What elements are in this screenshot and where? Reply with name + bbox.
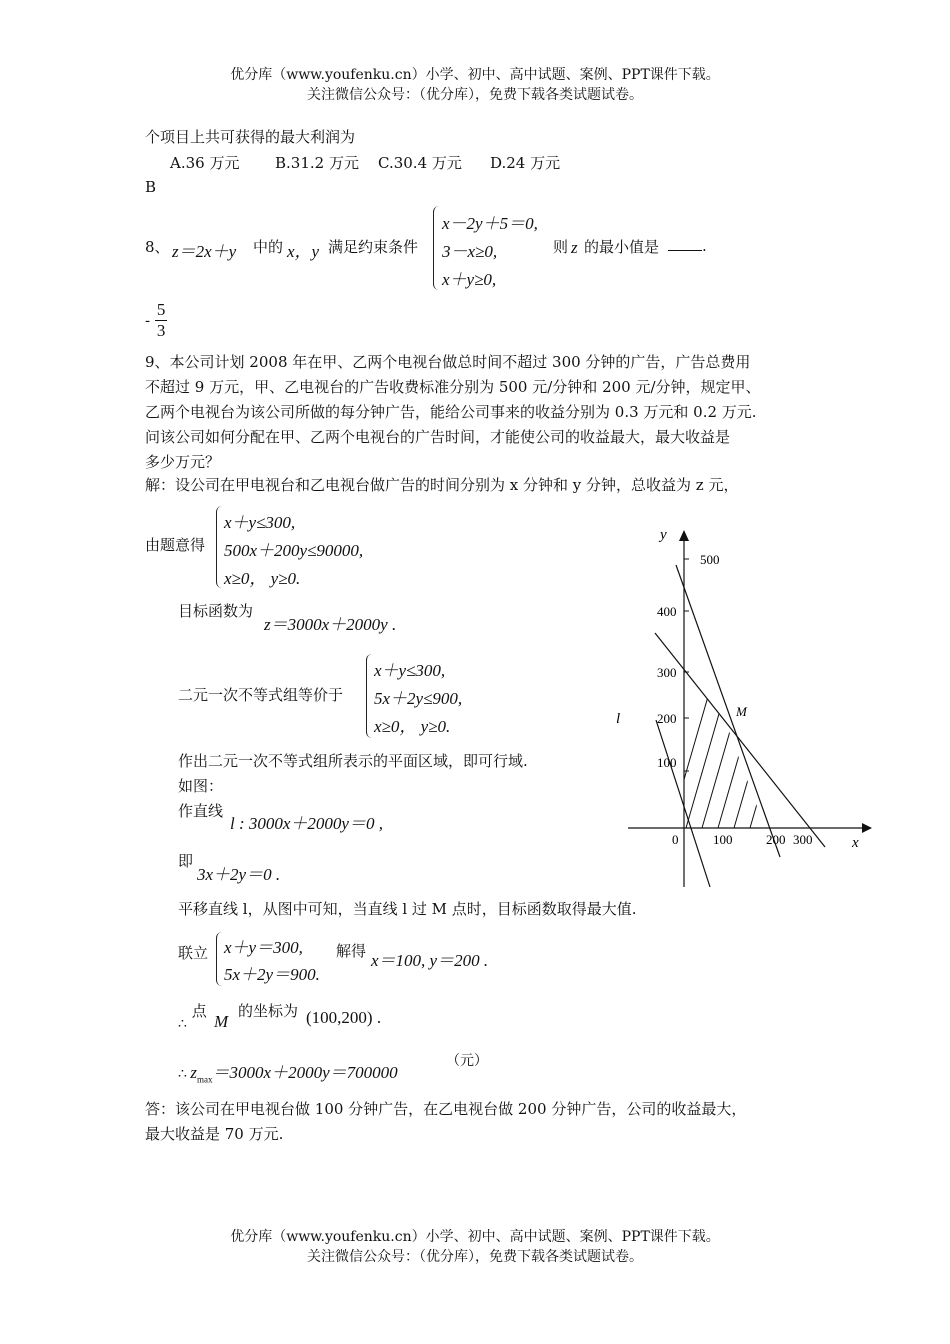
feasible-region-hatching: [670, 655, 816, 828]
equivalent-label: 二元一次不等式组等价于: [178, 686, 344, 704]
answer-line-2: 最大收益是 70 万元.: [145, 1125, 284, 1143]
y-tick-300: 300: [657, 665, 677, 680]
y-tick-400: 400: [657, 604, 677, 619]
line-x-plus-y-300: [655, 633, 825, 847]
zmax-line: ∴ $z_{max}=3000x+2000y=700000$: [178, 1063, 398, 1085]
point-prefix-a: ∴ 点: [178, 1002, 207, 1032]
origin-label: 0: [672, 832, 679, 847]
system2-row-3: x≥0， y≥0.: [374, 717, 451, 736]
q8-text-mid1: 中的: [253, 238, 284, 256]
q9-line-2: 不超过 9 万元，甲、乙电视台的广告收费标准分别为 500 元/分钟和 200 元/分钟，规定甲、: [145, 378, 761, 396]
q8-vars: x，y: [287, 242, 320, 261]
x-tick-100: 100: [713, 832, 733, 847]
system3-brace: [216, 932, 223, 986]
q8-expression: z＝2x＋y: [172, 242, 237, 261]
system2-row-1: x＋y≤300,: [374, 661, 446, 680]
q8-text-mid2: 满足约束条件: [328, 238, 419, 256]
objective-line-l: [656, 720, 710, 887]
y-axis-label: y: [660, 527, 667, 543]
joint-label: 联立: [178, 944, 209, 962]
ie-text: 即: [178, 852, 194, 870]
line-equation-simplified: 3x＋2y＝0 .: [197, 865, 281, 884]
footer-line-2: 关注微信公众号：（优分库），免费下载各类试题试卷。: [307, 1249, 643, 1265]
q8-constraint-3: x＋y≥0,: [442, 270, 497, 289]
line-equation: l : 3000x＋2000y＝0 ,: [230, 814, 383, 833]
solution-by-problem: 由题意得: [145, 536, 206, 554]
line-5x-plus-2y-900: [676, 565, 780, 857]
system1-brace: [216, 506, 223, 588]
q8-z-var: z: [571, 238, 578, 257]
q7-option-c: C.30.4 万元: [378, 154, 462, 172]
region-text: 作出二元一次不等式组所表示的平面区域，即可行域.: [178, 752, 528, 770]
q8-answer-denominator: 3: [156, 321, 166, 340]
q8-answer-fraction: [155, 300, 168, 341]
system2-row-2: 5x＋2y≤900,: [374, 689, 463, 708]
q7-option-d: D.24 万元: [490, 154, 561, 172]
system2-brace: [366, 654, 373, 738]
zmax-expression: ＝3000x＋2000y＝700000: [212, 1063, 398, 1082]
zmax-subscript: max: [197, 1074, 213, 1085]
q8-number: 8、: [145, 238, 170, 256]
q9-line-4: 问该公司如何分配在甲、乙两个电视台的广告时间，才能使公司的收益最大，最大收益是: [145, 428, 731, 446]
q9-line-5: 多少万元？: [145, 453, 221, 471]
q7-tail-text: 个项目上共可获得的最大利润为: [145, 128, 356, 146]
q8-tail: 的最小值是: [584, 238, 660, 256]
q9-line-1: 9、本公司计划 2008 年在甲、乙两个电视台做总时间不超过 300 分钟的广告，广告总费用: [145, 353, 751, 371]
q8-constraint-brace: [433, 206, 440, 290]
q8-constraint-2: 3－x≥0,: [442, 242, 498, 261]
x-tick-200: 200: [766, 832, 786, 847]
solve-result: x＝100, y＝200 .: [371, 951, 489, 970]
q9-line-3: 乙两个电视台为该公司所做的每分钟广告，能给公司事来的收益分别为 0.3 万元和 0.2 万元.: [145, 403, 757, 421]
system3-row-2: 5x＋2y＝900.: [224, 965, 320, 984]
q7-option-a: A.36 万元: [170, 154, 240, 172]
as-figure-text: 如图：: [178, 777, 224, 795]
x-tick-300: 300: [793, 832, 813, 847]
zmax-unit: （元）: [446, 1053, 488, 1069]
point-var: M: [214, 1012, 229, 1031]
q8-constraint-1: x－2y＋5＝0,: [442, 214, 538, 233]
q8-answer-blank: [668, 236, 707, 255]
point-coordinates: (100,200) .: [306, 1008, 382, 1027]
q7-answer: B: [145, 178, 157, 196]
solution-intro: 解：设公司在甲电视台和乙电视台做广告的时间分别为 x 分钟和 y 分钟，总收益为 z 元，: [145, 476, 739, 494]
y-tick-200: 200: [657, 711, 677, 726]
draw-line-text: 作直线: [178, 802, 224, 820]
point-mid-text: 的坐标为: [238, 1002, 299, 1020]
q8-answer-sign: -: [145, 311, 151, 330]
y-tick-100: 100: [657, 755, 677, 770]
objective-function: z＝3000x＋2000y .: [264, 615, 397, 634]
system3-row-1: x＋y＝300,: [224, 938, 303, 957]
translate-text: 平移直线 l，从图中可知，当直线 l 过 M 点时，目标函数取得最大值.: [178, 900, 637, 918]
system1-row-2: 500x＋200y≤90000,: [224, 541, 364, 560]
q8-answer: [145, 300, 167, 341]
answer-line-1: 答：该公司在甲电视台做 100 分钟广告，在乙电视台做 200 分钟广告，公司的收益最大，: [145, 1100, 747, 1118]
line-l-label: l: [616, 711, 621, 727]
x-axis-arrow: [862, 823, 872, 833]
solve-label: 解得: [336, 942, 367, 960]
q8-then: 则: [553, 238, 569, 256]
system1-row-1: x＋y≤300,: [224, 513, 296, 532]
y-tick-500: 500: [700, 552, 720, 567]
q8-period: .: [702, 237, 707, 255]
point-m-label: M: [736, 704, 747, 719]
objective-label: 目标函数为: [178, 602, 254, 620]
header-line-2: 关注微信公众号：（优分库），免费下载各类试题试卷。: [307, 87, 643, 103]
feasible-region-figure: [600, 515, 890, 905]
y-axis-arrow: [679, 530, 689, 541]
system1-row-3: x≥0， y≥0.: [224, 569, 301, 588]
q7-option-b: B.31.2 万元: [275, 154, 359, 172]
footer-line-1: 优分库（www.youfenku.cn）小学、初中、高中试题、案例、PPT课件下载。: [230, 1229, 720, 1245]
x-axis-label: x: [852, 835, 859, 851]
header-line-1: 优分库（www.youfenku.cn）小学、初中、高中试题、案例、PPT课件下载。: [230, 67, 720, 83]
q8-answer-numerator: 5: [156, 300, 166, 319]
